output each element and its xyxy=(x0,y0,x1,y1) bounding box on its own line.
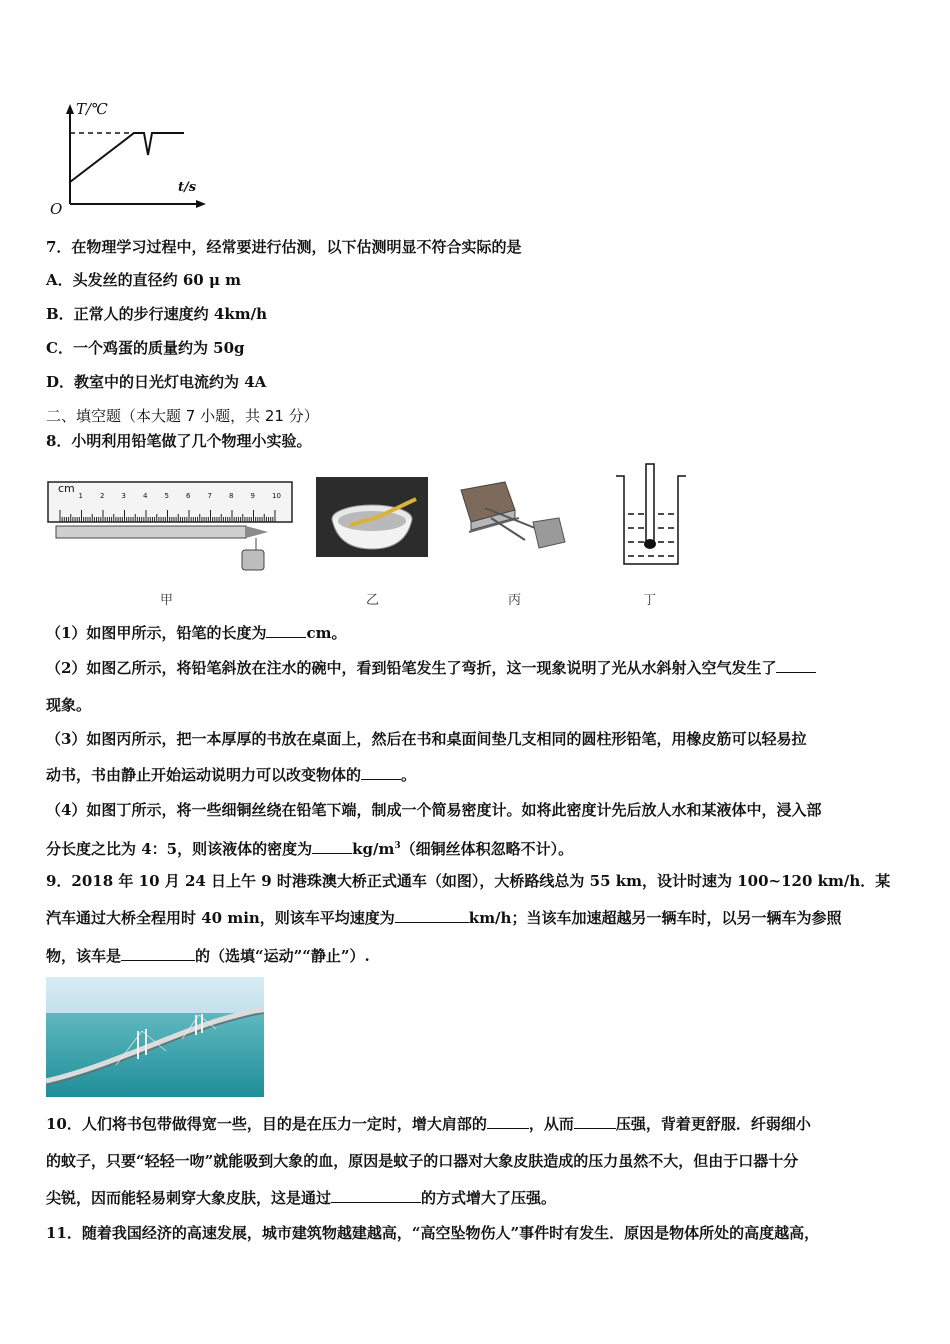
q9-speed-blank[interactable] xyxy=(395,908,469,923)
q10-line3-end: 的方式增大了压强。 xyxy=(421,1189,557,1207)
ruler-tick-label: 3 xyxy=(121,492,126,500)
q8-part1-unit: cm。 xyxy=(306,624,347,642)
q8-part4-line2 xyxy=(46,836,573,859)
q7-option-b: B．正常人的步行速度约 4km/h xyxy=(46,305,267,323)
figure-bing-book xyxy=(455,478,575,558)
caption-ding: 丁 xyxy=(643,593,657,608)
q8-part1 xyxy=(46,623,346,643)
q10-line3-text: 尖锐，因而能轻易刺穿大象皮肤，这是通过 xyxy=(46,1189,332,1207)
bridge-svg xyxy=(46,977,264,1097)
q8-part1-text: （1）如图甲所示，铅笔的长度为 xyxy=(46,624,267,642)
caption-jia: 甲 xyxy=(160,593,174,608)
ruler-tick-label: 4 xyxy=(143,492,148,500)
q9-line3-end: 的（选填“运动”“静止”）. xyxy=(195,947,370,965)
q10-line1 xyxy=(46,1114,811,1134)
q8-part2-text: （2）如图乙所示，将铅笔斜放在注水的碗中，看到铅笔发生了弯折，这一现象说明了光从水斜射入空气发生了 xyxy=(46,659,777,677)
ruler-tick-label: 5 xyxy=(164,492,169,500)
q8-part3-end: 。 xyxy=(401,766,417,784)
ruler-tick-label: 7 xyxy=(207,492,212,500)
q7-option-a: A．头发丝的直径约 60 μ m xyxy=(46,271,242,289)
q10-line1-mid: ，从而 xyxy=(528,1115,574,1133)
q10-line2: 的蚊子，只要“轻轻一吻”就能吸到大象的血，原因是蚊子的口器对大象皮肤造成的压力虽然不大，但由于口器十分 xyxy=(46,1152,799,1170)
figure-yi-bowl xyxy=(316,477,428,557)
ruler-unit: cm xyxy=(58,482,75,495)
caption-yi: 乙 xyxy=(366,593,380,608)
q8-part1-blank[interactable] xyxy=(266,623,306,638)
bowl-svg xyxy=(316,477,428,557)
q8-part2-blank[interactable] xyxy=(776,658,816,673)
q10-line1-text: 10．人们将书包带做得宽一些，目的是在压力一定时，增大肩部的 xyxy=(46,1115,487,1133)
ruler-tick-label: 1 xyxy=(78,492,83,500)
q9-line3 xyxy=(46,946,370,966)
temperature-time-graph xyxy=(46,100,216,220)
section-heading: 二、填空题（本大题 7 小题，共 21 分） xyxy=(46,407,319,425)
ruler-svg xyxy=(46,478,296,578)
graph-origin: O xyxy=(50,200,63,218)
q9-motion-blank[interactable] xyxy=(121,946,195,961)
q9-line1: 9．2018 年 10 月 24 日上午 9 时港珠澳大桥正式通车（如图），大桥路线总为 55 km，设计时速为 100~120 km/h．某 xyxy=(46,872,891,890)
q7-stem: 7．在物理学习过程中，经常要进行估测，以下估测明显不符合实际的是 xyxy=(46,238,522,256)
q9-line3-text: 物，该车是 xyxy=(46,947,122,965)
q8-part4-blank[interactable] xyxy=(312,839,352,854)
ruler-tick-label: 2 xyxy=(100,492,105,500)
ruler-tick-label: 10 xyxy=(272,492,281,500)
q9-line2-end: km/h；当该车加速超越另一辆车时，以另一辆车为参照 xyxy=(468,909,842,927)
ruler-tick-label: 6 xyxy=(186,492,191,500)
figure-jia-ruler xyxy=(46,478,296,578)
ruler-tick-label: 9 xyxy=(250,492,255,500)
q8-part4-unit-sup: 3 xyxy=(394,841,401,851)
graph-curve xyxy=(70,133,184,182)
figure-ding-densimeter xyxy=(612,462,692,567)
q10-area-blank[interactable] xyxy=(487,1114,529,1129)
caption-bing: 丙 xyxy=(508,593,522,608)
book-svg xyxy=(455,478,575,558)
q8-part3-line2 xyxy=(46,765,416,785)
q8-part2-end: 现象。 xyxy=(46,696,92,714)
q8-part3-line1: （3）如图丙所示，把一本厚厚的书放在桌面上，然后在书和桌面间垫几支相同的圆柱形铅笔，用橡皮筋可以轻易拉 xyxy=(46,730,807,748)
q8-part4-text: 分长度之比为 4：5，则该液体的密度为 xyxy=(46,840,313,858)
q10-line3 xyxy=(46,1188,556,1208)
q9-line2 xyxy=(46,908,841,928)
q9-line2-text: 汽车通过大桥全程用时 40 min，则该车平均速度为 xyxy=(46,909,395,927)
q10-pressure-blank[interactable] xyxy=(574,1114,616,1129)
bridge-photo xyxy=(46,977,264,1097)
graph-svg xyxy=(46,100,216,220)
q8-part4-end: （细铜丝体积忽略不计）。 xyxy=(400,840,574,858)
q8-stem: 8．小明利用铅笔做了几个物理小实验。 xyxy=(46,432,312,450)
q8-part3-text: 动书，书由静止开始运动说明力可以改变物体的 xyxy=(46,766,362,784)
graph-y-arrow xyxy=(66,104,74,114)
q8-part4-unit: kg/m xyxy=(352,840,395,858)
q10-line1-end: 压强，背着更舒服．纤弱细小 xyxy=(615,1115,811,1133)
ruler-tick-label: 8 xyxy=(229,492,234,500)
graph-xlabel: t/s xyxy=(178,180,197,195)
q7-option-d: D．教室中的日光灯电流约为 4A xyxy=(46,373,267,391)
q11-line1: 11．随着我国经济的高速发展，城市建筑物越建越高，“高空坠物伤人”事件时有发生．原因是物体所处的高度越高， xyxy=(46,1224,820,1242)
q7-option-c: C．一个鸡蛋的质量约为 50g xyxy=(46,339,245,357)
q10-method-blank[interactable] xyxy=(331,1188,421,1203)
q8-part4-line1: （4）如图丁所示，将一些细铜丝绕在铅笔下端，制成一个简易密度计。如将此密度计先后放人水和某液体中，浸入部 xyxy=(46,801,822,819)
graph-ylabel: T/℃ xyxy=(76,100,108,118)
graph-x-arrow xyxy=(196,200,206,208)
densimeter-svg xyxy=(612,462,692,567)
q8-part2 xyxy=(46,658,816,678)
q8-part3-blank[interactable] xyxy=(361,765,401,780)
